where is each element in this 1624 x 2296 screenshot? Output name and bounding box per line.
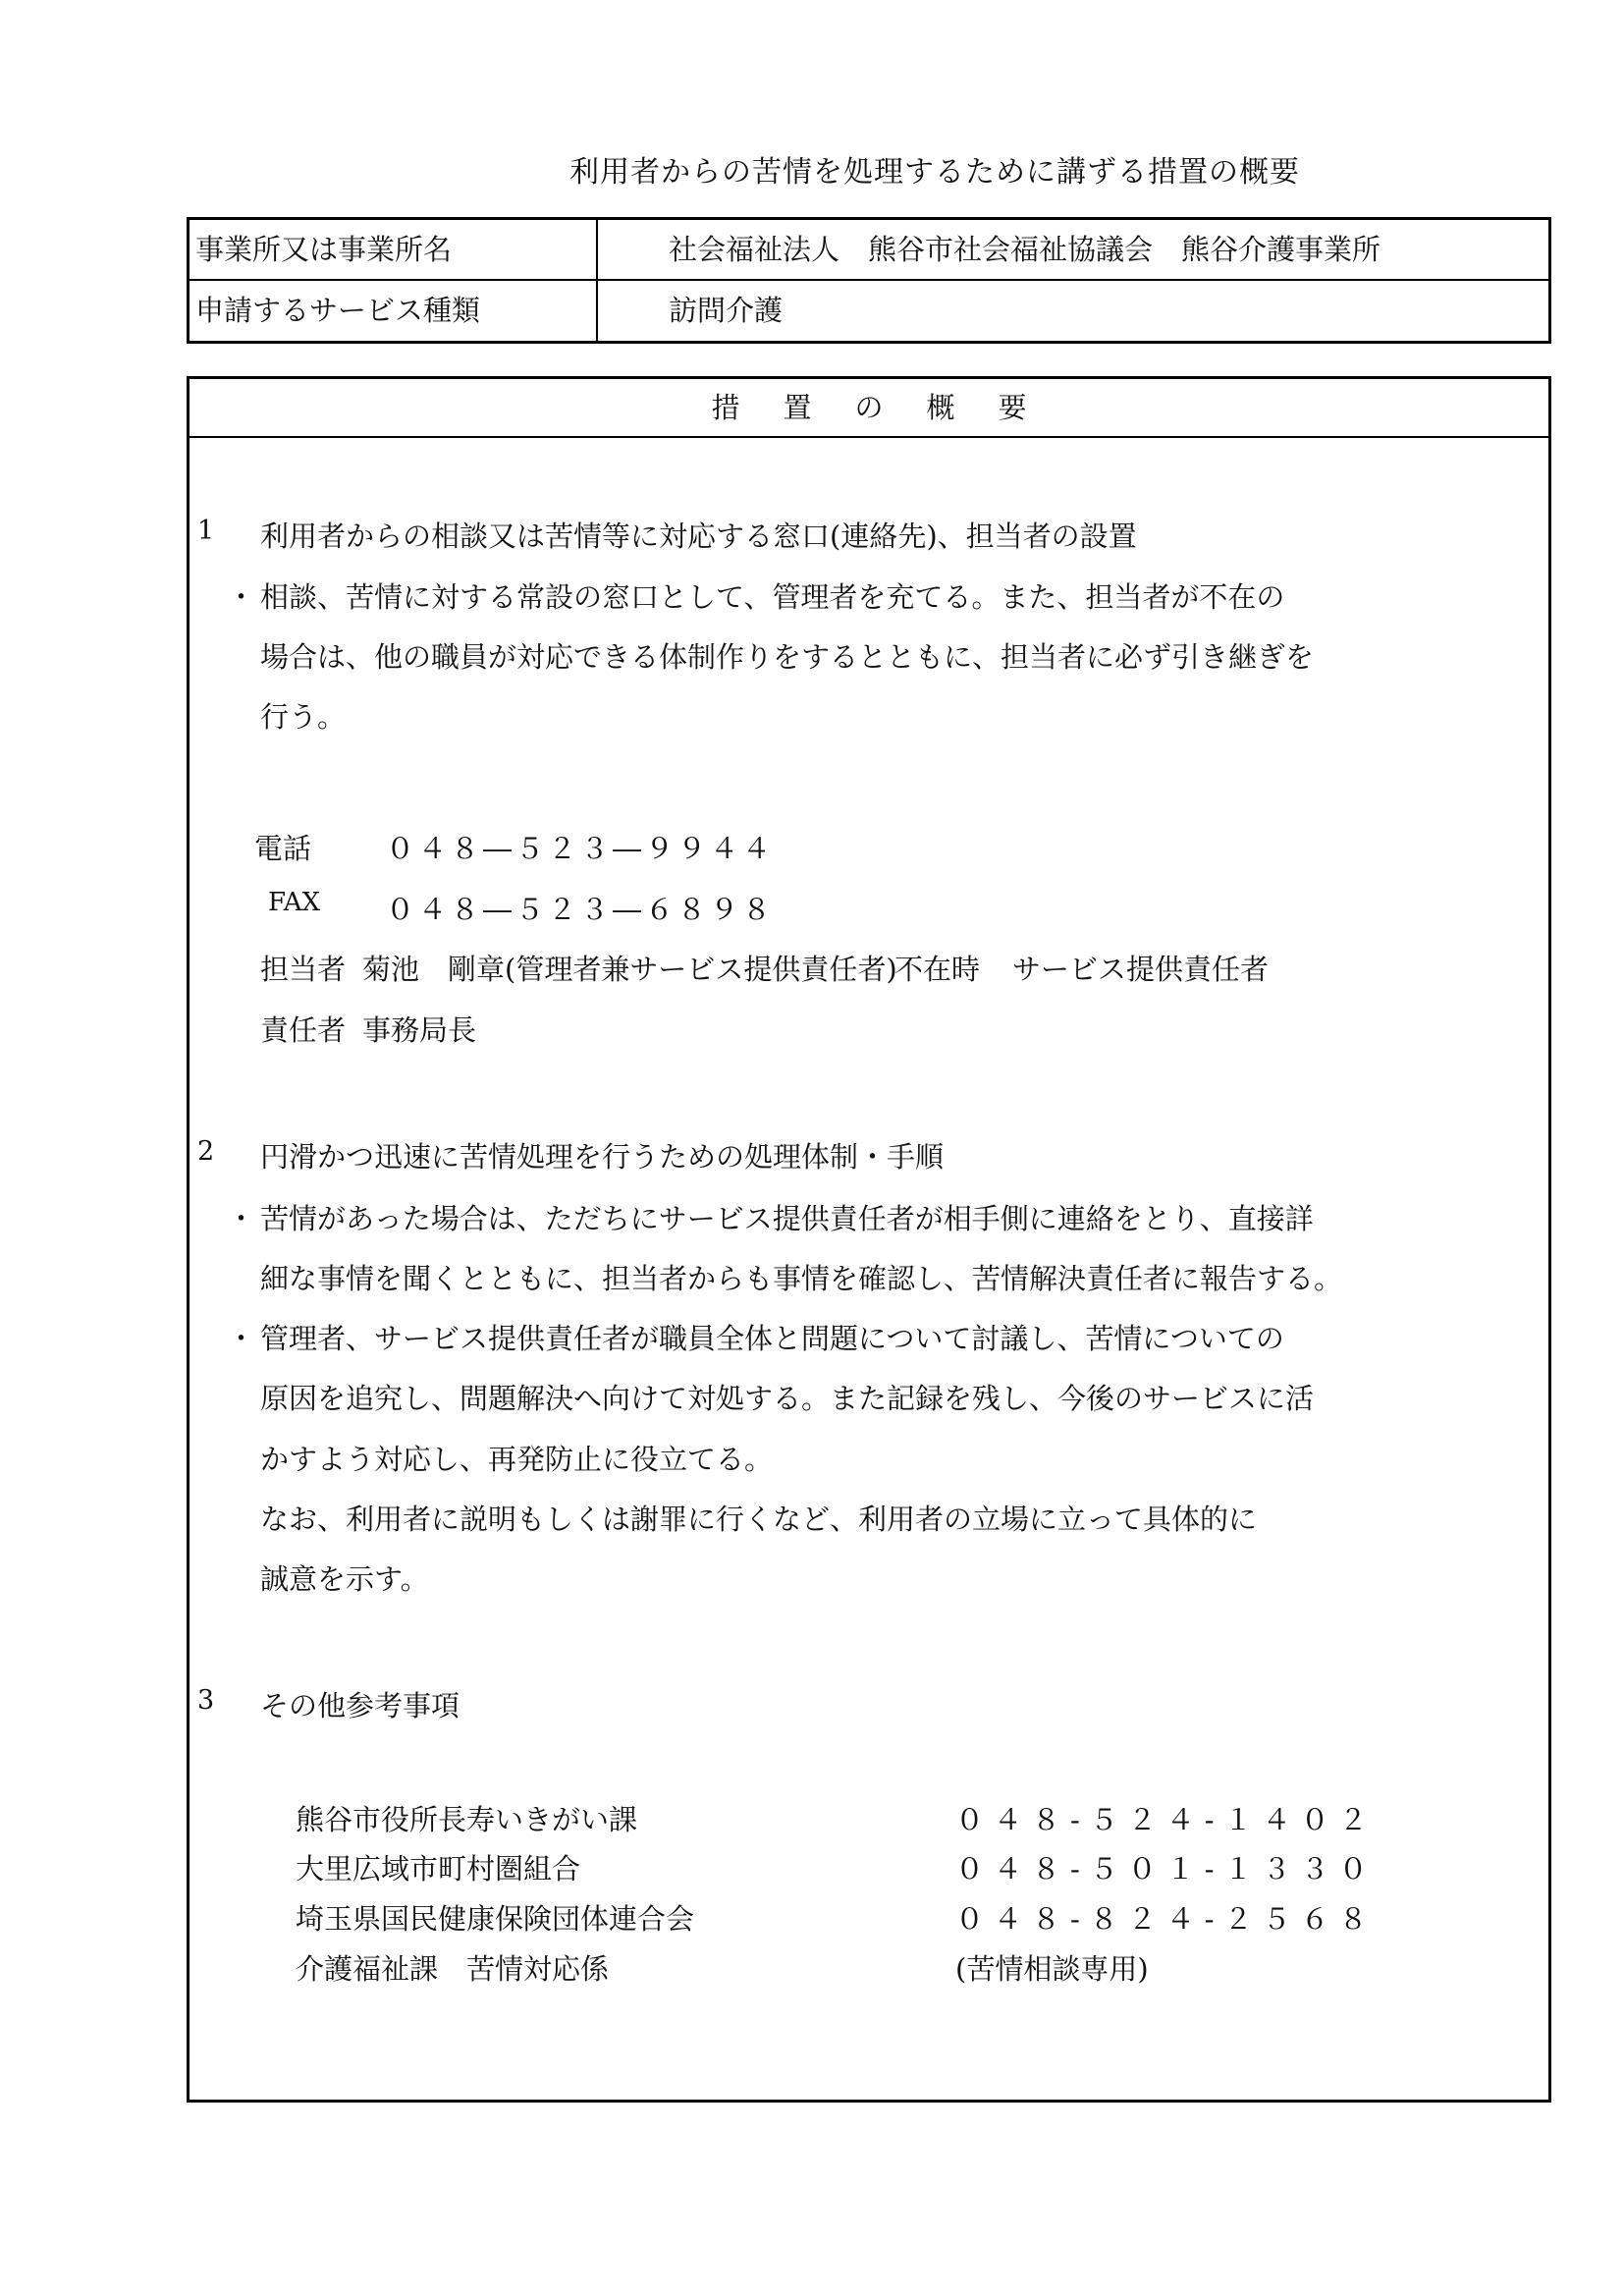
reference-tel: ０４８-８２４-２５６８ xyxy=(955,1902,1378,1936)
business-info-table xyxy=(187,217,1551,344)
paragraph-line: なお、利用者に説明もしくは謝罪に行くなど、利用者の立場に立って具体的に xyxy=(260,1503,1258,1536)
fax-value: ０４８―５２３―６８９８ xyxy=(386,893,776,926)
measures-header: 措置の概要 xyxy=(189,379,1548,438)
info-row-service-type xyxy=(189,281,1548,341)
reference-name: 介護福祉課 苦情対応係 xyxy=(296,1952,610,1986)
column-divider xyxy=(596,281,598,341)
paragraph-line: 苦情があった場合は、ただちにサービス提供責任者が相手側に連絡をとり、直接詳 xyxy=(260,1202,1314,1235)
section-number: 2 xyxy=(197,1136,215,1167)
bullet-mark: ・ xyxy=(227,1322,256,1355)
info-value: 訪問介護 xyxy=(669,294,784,327)
paragraph-line: 管理者、サービス提供責任者が職員全体と問題について討議し、苦情についての xyxy=(260,1322,1284,1355)
info-label: 事業所又は事業所名 xyxy=(195,233,453,266)
tel-value: ０４８―５２３―９９４４ xyxy=(386,832,776,865)
reference-name: 大里広域市町村圏組合 xyxy=(296,1852,581,1886)
section-number: 1 xyxy=(197,516,215,546)
measures-box xyxy=(187,376,1551,2103)
info-value: 社会福祉法人 熊谷市社会福祉協議会 熊谷介護事業所 xyxy=(669,233,1381,266)
paragraph-line: 誠意を示す。 xyxy=(260,1562,429,1596)
staff-value: 菊池 剛章(管理者兼サービス提供責任者) xyxy=(362,953,897,986)
reference-tel: ０４８-５０１-１３３０ xyxy=(955,1852,1378,1886)
paragraph-line: 行う。 xyxy=(260,700,347,734)
paragraph-line: かすよう対応し、再発防止に役立てる。 xyxy=(260,1443,774,1476)
section3-heading: その他参考事項 xyxy=(260,1689,460,1722)
absent-value: サービス提供責任者 xyxy=(1012,953,1270,986)
section-number: 3 xyxy=(197,1685,215,1716)
bullet-mark: ・ xyxy=(227,580,256,614)
document-title: 利用者からの苦情を処理するために講ずる措置の概要 xyxy=(569,155,1300,190)
fax-label: FAX xyxy=(268,888,321,917)
reference-tel: ０４８-５２４-１４０２ xyxy=(955,1803,1378,1836)
paragraph-line: 原因を追究し、問題解決へ向けて対処する。また記録を残し、今後のサービスに活 xyxy=(260,1382,1315,1415)
staff-label: 担当者 xyxy=(260,953,347,986)
reference-name: 熊谷市役所長寿いきがい課 xyxy=(296,1803,638,1836)
column-divider xyxy=(596,220,598,279)
reference-name: 埼玉県国民健康保険団体連合会 xyxy=(296,1902,695,1936)
tel-label: 電話 xyxy=(254,832,312,865)
paragraph-line: 細な事情を聞くとともに、担当者からも事情を確認し、苦情解決責任者に報告する。 xyxy=(260,1262,1343,1295)
section1-heading: 利用者からの相談又は苦情等に対応する窓口(連絡先)、担当者の設置 xyxy=(260,519,1137,553)
reference-note: (苦情相談専用) xyxy=(955,1952,1149,1986)
paragraph-line: 場合は、他の職員が対応できる体制作りをするとともに、担当者に必ず引き継ぎを xyxy=(260,640,1315,674)
bullet-mark: ・ xyxy=(227,1202,256,1235)
absent-label: 不在時 xyxy=(894,953,981,986)
paragraph-line: 相談、苦情に対する常設の窓口として、管理者を充てる。また、担当者が不在の xyxy=(260,580,1285,614)
responsible-value: 事務局長 xyxy=(362,1013,477,1047)
section2-heading: 円滑かつ迅速に苦情処理を行うための処理体制・手順 xyxy=(260,1140,945,1174)
responsible-label: 責任者 xyxy=(260,1013,347,1047)
info-label: 申請するサービス種類 xyxy=(195,294,481,327)
info-row-business-name xyxy=(189,220,1548,281)
